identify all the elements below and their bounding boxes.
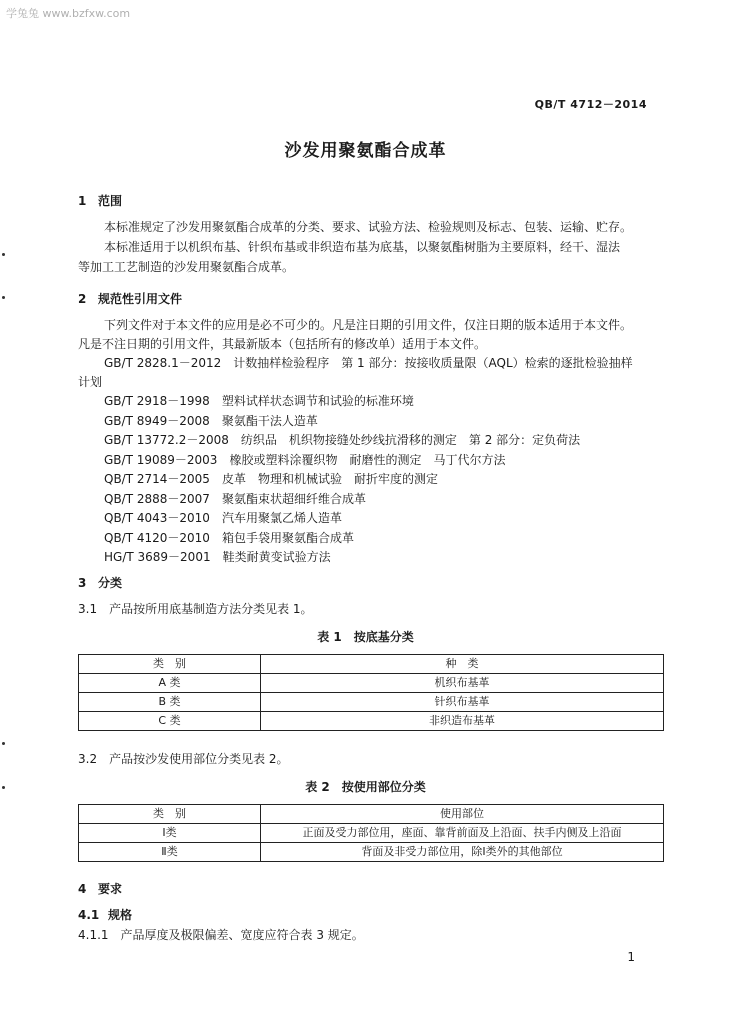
table-row <box>79 693 664 712</box>
table-cell: C 类 <box>79 712 261 731</box>
reference-code: HG/T 3689－2001 <box>104 550 211 564</box>
reference-code: QB/T 2714－2005 <box>104 472 210 486</box>
reference-code: GB/T 2918－1998 <box>104 394 210 408</box>
table-cell: A 类 <box>79 674 261 693</box>
clause-3-2: 3.2 产品按沙发使用部位分类见表 2。 <box>78 752 289 766</box>
reference-title: 橡胶或塑料涂覆织物 耐磨性的测定 马丁代尔方法 <box>229 452 506 467</box>
section-2-heading: 2 规范性引用文件 <box>78 292 183 306</box>
section-2-intro-line-2: 凡是不注日期的引用文件，其最新版本（包括所有的修改单）适用于本文件。 <box>78 337 487 351</box>
table-row <box>79 712 664 731</box>
clause-4-1-1: 4.1.1 产品厚度及极限偏差、宽度应符合表 3 规定。 <box>78 928 364 942</box>
reference-code: QB/T 4043－2010 <box>104 511 210 525</box>
section-4-heading: 4 要求 <box>78 882 123 896</box>
reference-title: 纺织品 机织物接缝处纱线抗滑移的测定 第 2 部分：定负荷法 <box>240 433 581 447</box>
reference-gb2828-line-2: 计划 <box>78 375 103 389</box>
page-title: 沙发用聚氨酯合成革 <box>284 141 447 161</box>
reference-code: QB/T 4120－2010 <box>104 530 210 545</box>
section-3-heading: 3 分类 <box>78 576 123 590</box>
table-1 <box>78 654 664 731</box>
table-2 <box>78 804 664 862</box>
table-row <box>79 674 664 693</box>
binding-mark <box>2 742 5 745</box>
watermark: 学兔兔 www.bzfxw.com <box>6 7 131 20</box>
reference-code: GB/T 19089－2003 <box>104 452 218 467</box>
section-2-intro-line-1: 下列文件对于本文件的应用是必不可少的。凡是注日期的引用文件，仅注日期的版本适用于本文件。 <box>104 318 633 332</box>
reference-item <box>104 431 580 448</box>
reference-item <box>104 470 438 487</box>
table-header-row <box>79 805 664 824</box>
reference-title: 箱包手袋用聚氨酯合成革 <box>221 530 354 545</box>
table-header-cell: 种 类 <box>261 655 664 674</box>
table-cell: 针织布基革 <box>261 693 664 712</box>
table-row <box>79 824 664 843</box>
table-2-caption: 表 2 按使用部位分类 <box>305 780 426 794</box>
section-1-paragraph-2-line-1: 本标准适用于以机织布基、针织布基或非织造布基为底基，以聚氨酯树脂为主要原料，经干、湿法 <box>104 240 621 254</box>
reference-gb2828-line-1: GB/T 2828.1－2012 计数抽样检验程序 第 1 部分：按接收质量限（AQL）检索的逐批检验抽样 <box>104 356 633 370</box>
table-cell: Ⅰ类 <box>79 824 261 843</box>
clause-3-1: 3.1 产品按所用底基制造方法分类见表 1。 <box>78 602 313 616</box>
table-header-cell: 类 别 <box>79 805 261 824</box>
table-cell: B 类 <box>79 693 261 712</box>
table-header-row <box>79 655 664 674</box>
reference-item <box>104 451 505 468</box>
table-header-cell: 类 别 <box>79 655 261 674</box>
standard-number: QB/T 4712－2014 <box>534 98 647 111</box>
reference-item <box>104 412 318 429</box>
reference-title: 塑料试样状态调节和试验的标准环境 <box>221 394 414 408</box>
section-1-heading: 1 范围 <box>78 194 123 208</box>
reference-title: 汽车用聚氯乙烯人造革 <box>221 511 342 525</box>
binding-mark <box>2 253 5 256</box>
reference-item <box>104 490 366 507</box>
section-1-paragraph-2-line-2: 等加工工艺制造的沙发用聚氨酯合成革。 <box>78 260 295 274</box>
table-cell: 机织布基革 <box>261 674 664 693</box>
binding-mark <box>2 296 5 299</box>
reference-title: 聚氨酯束状超细纤维合成革 <box>221 491 366 506</box>
table-cell: Ⅱ类 <box>79 843 261 862</box>
reference-item <box>104 548 331 565</box>
reference-title: 聚氨酯干法人造革 <box>221 413 318 428</box>
table-row <box>79 843 664 862</box>
reference-item <box>104 509 342 526</box>
table-cell: 正面及受力部位用，座面、靠背前面及上沿面、扶手内侧及上沿面 <box>261 824 664 843</box>
table-cell: 背面及非受力部位用，除Ⅰ类外的其他部位 <box>261 843 664 862</box>
clause-4-1-heading: 4.1 规格 <box>78 908 133 922</box>
table-header-cell: 使用部位 <box>261 805 664 824</box>
reference-title: 鞋类耐黄变试验方法 <box>222 550 331 564</box>
page-number: 1 <box>627 950 635 964</box>
reference-code: GB/T 8949－2008 <box>104 413 210 428</box>
section-1-paragraph-1: 本标准规定了沙发用聚氨酯合成革的分类、要求、试验方法、检验规则及标志、包装、运输、贮存。 <box>104 220 633 234</box>
reference-code: GB/T 13772.2－2008 <box>104 433 229 447</box>
reference-title: 皮革 物理和机械试验 耐折牢度的测定 <box>221 472 438 486</box>
reference-item <box>104 529 354 546</box>
reference-item <box>104 392 414 409</box>
table-cell: 非织造布基革 <box>261 712 664 731</box>
table-1-caption: 表 1 按底基分类 <box>317 630 414 644</box>
reference-code: QB/T 2888－2007 <box>104 491 210 506</box>
